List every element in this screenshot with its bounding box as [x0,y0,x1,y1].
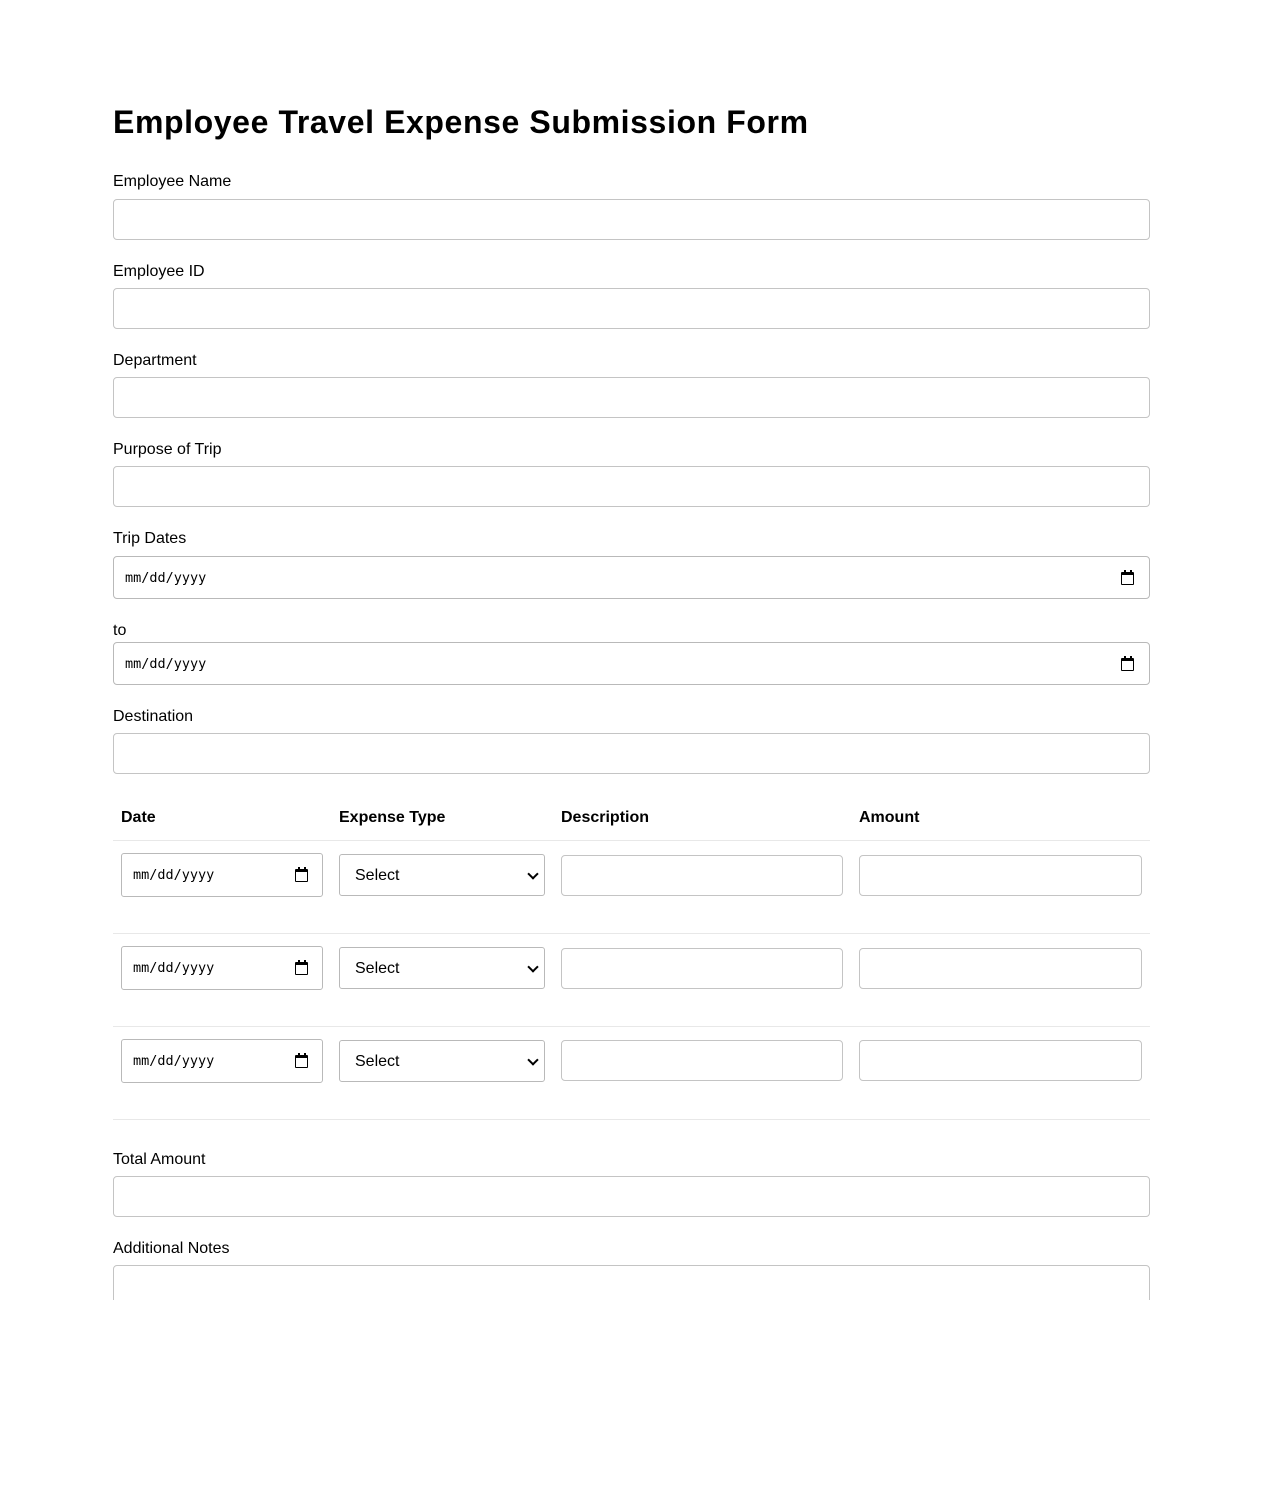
expense-description-input[interactable] [561,948,843,989]
expense-description-input[interactable] [561,1040,843,1081]
calendar-icon[interactable] [295,1055,308,1068]
expense-date-input[interactable] [121,1039,323,1083]
trip-start-date-placeholder: mm/dd/yyyy [125,570,207,586]
expense-date-input[interactable] [121,946,323,990]
department-input[interactable] [113,377,1150,418]
employee-name-input[interactable] [113,199,1150,240]
table-header-description: Description [561,809,650,826]
additional-notes-textarea[interactable] [113,1265,1150,1300]
chevron-down-icon [527,868,538,879]
expense-type-selected: Select [355,867,400,884]
table-header-expense-type: Expense Type [339,809,446,826]
expense-date-placeholder: mm/dd/yyyy [133,867,215,883]
page-title: Employee Travel Expense Submission Form [113,104,809,140]
table-divider [113,1026,1150,1027]
employee-name-label: Employee Name [113,173,232,190]
expense-description-input[interactable] [561,855,843,896]
employee-id-label: Employee ID [113,263,205,280]
department-label: Department [113,352,197,369]
expense-type-select[interactable] [339,947,545,989]
table-header-date: Date [121,809,156,826]
destination-label: Destination [113,708,194,725]
expense-date-placeholder: mm/dd/yyyy [133,1053,215,1069]
expense-type-selected: Select [355,960,400,977]
expense-amount-input[interactable] [859,948,1142,989]
expense-type-select[interactable] [339,854,545,896]
table-divider [113,933,1150,934]
expense-date-input[interactable] [121,853,323,897]
purpose-label: Purpose of Trip [113,441,222,458]
trip-end-date-input[interactable] [113,642,1150,685]
table-divider [113,840,1150,841]
purpose-input[interactable] [113,466,1150,507]
expense-form [113,0,1150,1300]
to-label: to [113,622,127,639]
trip-dates-label: Trip Dates [113,530,187,547]
chevron-down-icon [527,1054,538,1065]
chevron-down-icon [527,961,538,972]
destination-input[interactable] [113,733,1150,774]
table-header-amount: Amount [859,809,920,826]
table-divider [113,1119,1150,1120]
calendar-icon[interactable] [295,962,308,975]
trip-end-date-placeholder: mm/dd/yyyy [125,656,207,672]
expense-type-selected: Select [355,1053,400,1070]
employee-id-input[interactable] [113,288,1150,329]
calendar-icon[interactable] [295,869,308,882]
total-amount-input[interactable] [113,1176,1150,1217]
expense-date-placeholder: mm/dd/yyyy [133,960,215,976]
additional-notes-label: Additional Notes [113,1240,230,1257]
calendar-icon[interactable] [1121,658,1134,671]
trip-start-date-input[interactable] [113,556,1150,599]
total-amount-label: Total Amount [113,1151,206,1168]
calendar-icon[interactable] [1121,572,1134,585]
expense-amount-input[interactable] [859,1040,1142,1081]
expense-amount-input[interactable] [859,855,1142,896]
expense-type-select[interactable] [339,1040,545,1082]
